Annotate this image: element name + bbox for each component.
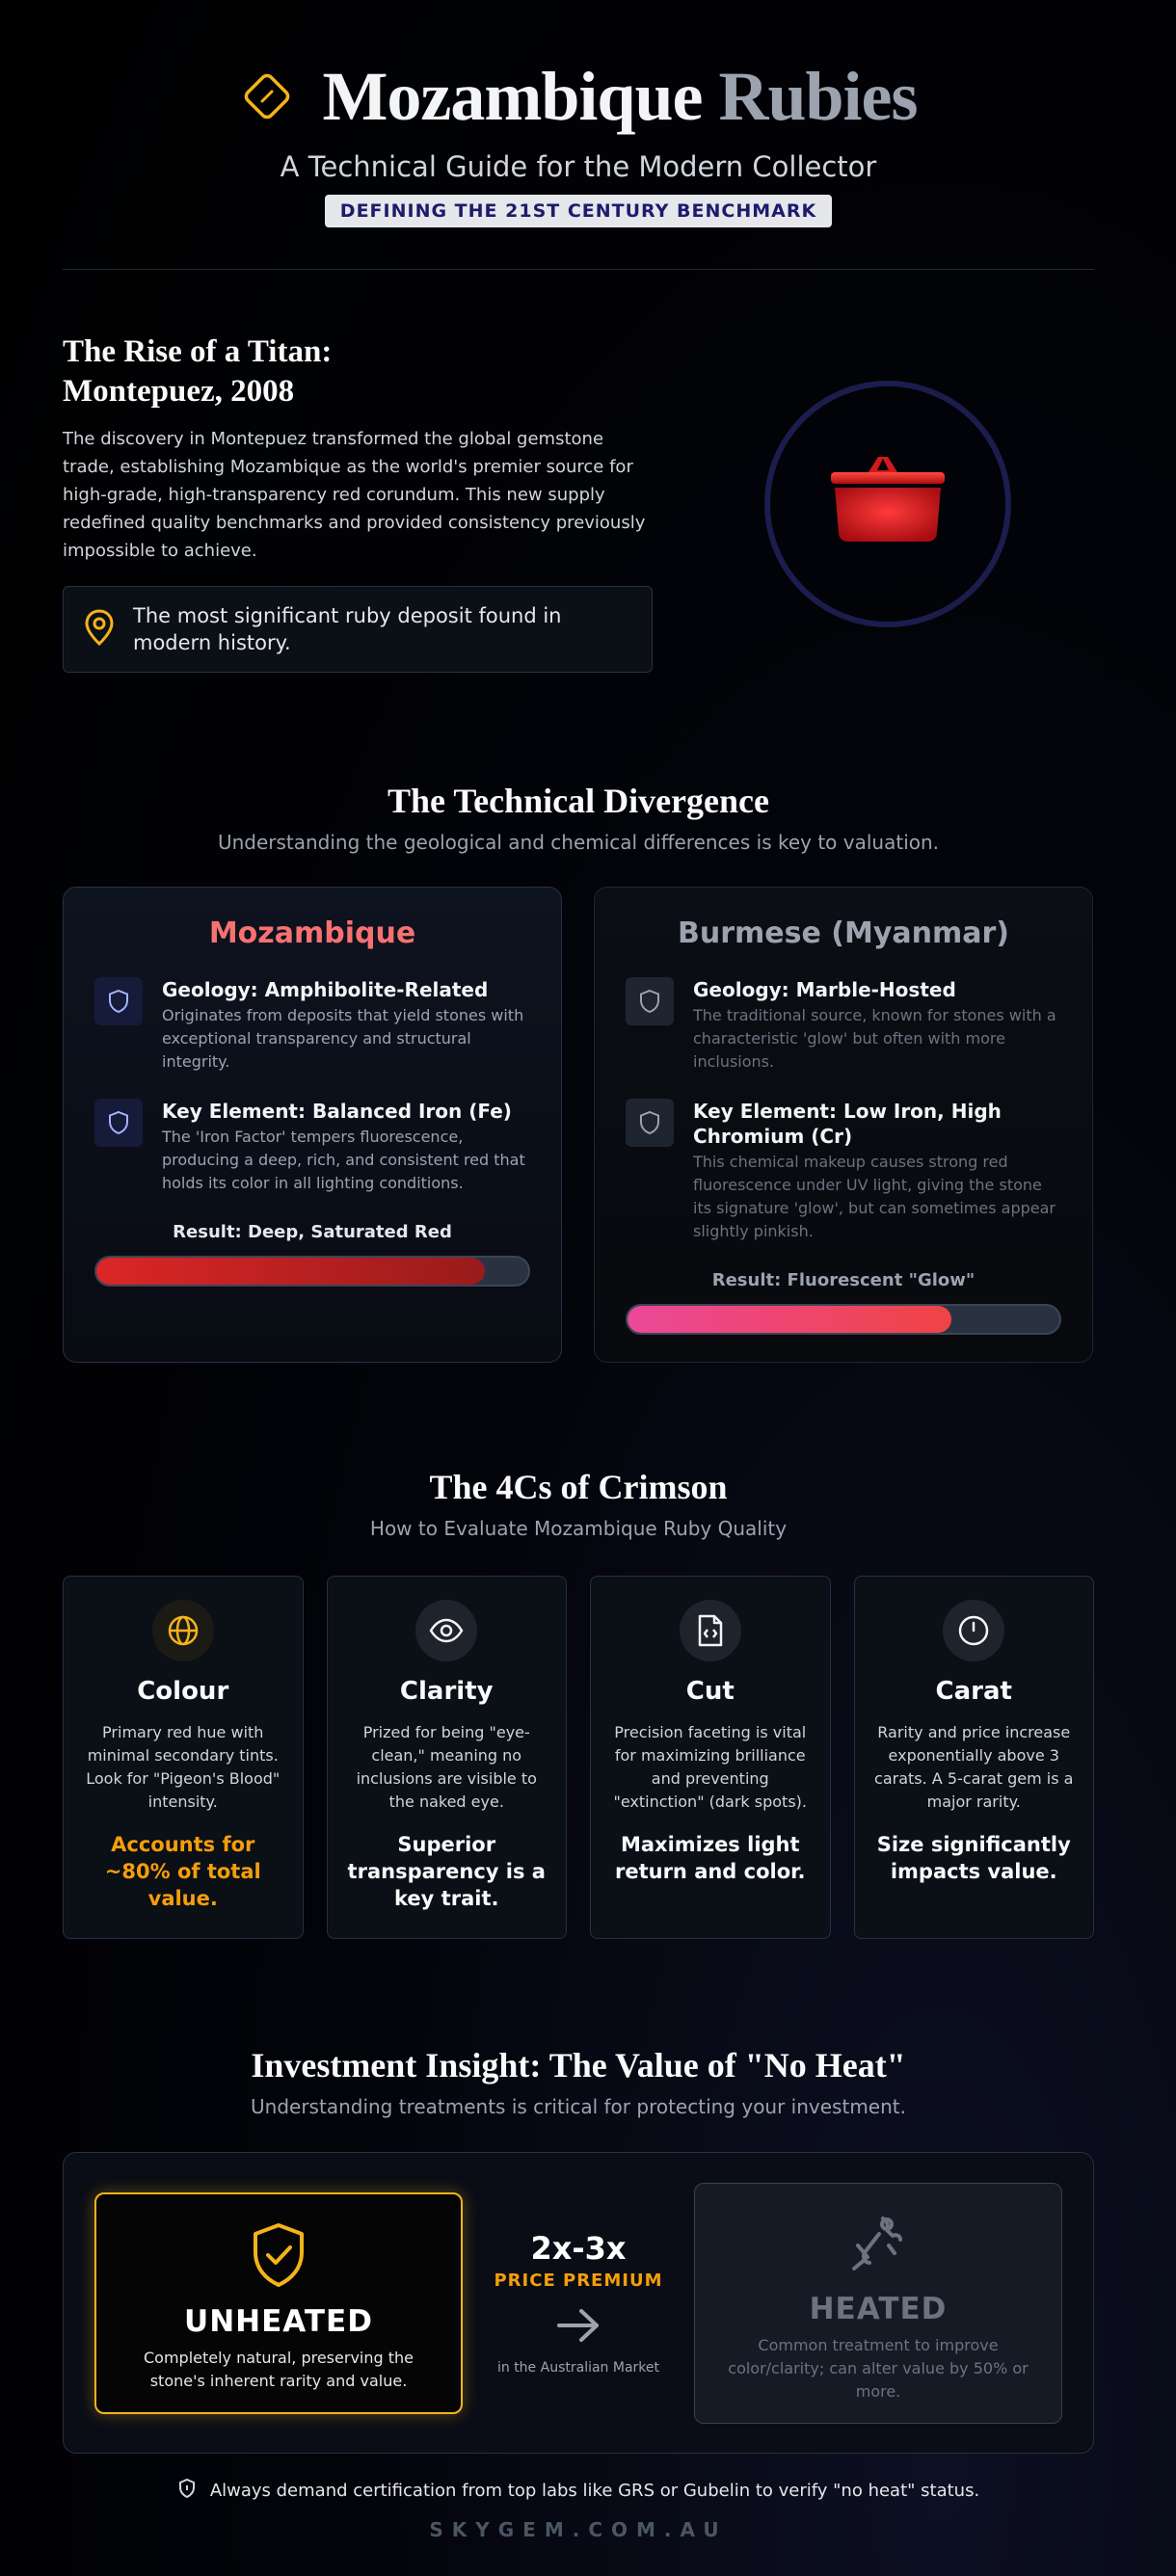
cut-card (590, 1576, 831, 1939)
card-body: Primary red hue with minimal secondary tints. Look for "Pigeon's Blood" intensity. (86, 1723, 281, 1811)
map-pin-icon (83, 608, 116, 651)
comparison-cards (63, 887, 1094, 1363)
card-title: Burmese (Myanmar) (677, 916, 1009, 950)
benchmark-badge: DEFINING THE 21ST CENTURY BENCHMARK (325, 195, 832, 227)
divergence-subtitle: Understanding the geological and chemical differences is key to valuation. (217, 831, 940, 854)
rise-title-line1: The Rise of a Titan: (63, 334, 333, 369)
feature-body: Originates from deposits that yield stones with exceptional transparency and structural integrity. (162, 1006, 524, 1071)
card-body: Precision faceting is vital for maximizing brilliance and preventing "extinction" (dark spots). (613, 1723, 807, 1811)
unheated-body: Completely natural, preserving the stone's inherent rarity and value. (143, 2348, 414, 2390)
certification-text: Always demand certification from top labs like GRS or Gubelin to verify "no heat" status. (209, 2481, 980, 2501)
feature-body: The traditional source, known for stones with a characteristic 'glow' but often with more inclusions. (693, 1006, 1056, 1071)
four-cs-header (63, 1467, 1094, 1540)
card-title: Clarity (399, 1677, 494, 1706)
premium-value: 2x-3x (530, 2230, 627, 2267)
four-cs-subtitle: How to Evaluate Mozambique Ruby Quality (369, 1517, 788, 1540)
feature-body: The 'Iron Factor' tempers fluorescence, producing a deep, rich, and consistent red that holds its color in all lighting conditions. (162, 1128, 525, 1192)
four-cs-title: The 4Cs of Crimson (429, 1468, 728, 1506)
shield-icon (94, 977, 143, 1025)
rise-body: The discovery in Montepuez transformed the global gemstone trade, establishing Mozambique as the world's premier source for high-grade, high-transparency red corundum. This new supply redefined quality benchmarks and provided consistency previously impossible to achieve. (63, 429, 646, 561)
feature-heading: Geology: Marble-Hosted (693, 978, 956, 1001)
result-label: Result: Deep, Saturated Red (173, 1222, 452, 1242)
flame-tool-icon (844, 2262, 912, 2280)
red-gem-icon (825, 449, 950, 559)
color-bar (626, 1304, 1061, 1335)
card-highlight: Size significantly impacts value. (876, 1833, 1071, 1883)
ruby-illustration (764, 381, 1011, 627)
divergence-header (63, 781, 1094, 854)
feature-geology (94, 977, 530, 1074)
burmese-card (594, 887, 1093, 1363)
shield-icon (94, 1099, 143, 1147)
header (63, 58, 1094, 227)
deposit-callout (63, 586, 653, 673)
shield-icon (626, 1099, 674, 1147)
card-title: Mozambique (208, 916, 416, 950)
card-title: Cut (685, 1677, 735, 1706)
feature-key-element (626, 1099, 1061, 1243)
heated-body: Common treatment to improve color/clarity; can alter value by 50% or more. (728, 2335, 1029, 2401)
card-title: Colour (137, 1677, 229, 1706)
arrow-right-icon (482, 2306, 675, 2349)
color-bar-fill (628, 1306, 951, 1333)
certification-note (63, 2478, 1094, 2504)
unheated-card (94, 2192, 463, 2414)
premium-note: in the Australian Market (496, 2360, 659, 2376)
card-highlight: Accounts for ~80% of total value. (104, 1833, 261, 1910)
four-cs-cards (63, 1576, 1094, 1939)
site-link[interactable]: SKYGEM.COM.AU (429, 2518, 728, 2541)
heated-title: HEATED (809, 2291, 948, 2326)
rise-title-line2: Montepuez, 2008 (63, 374, 295, 409)
callout-text: The most significant ruby deposit found in modern history. (133, 604, 562, 654)
feature-body: This chemical makeup causes strong red fluorescence under UV light, giving the stone its signature 'glow', but can sometimes appear slightly pinkish. (693, 1153, 1056, 1240)
investment-header (63, 2045, 1094, 2118)
gauge-icon (943, 1600, 1004, 1661)
colour-card (63, 1576, 304, 1939)
globe-icon (152, 1600, 214, 1661)
investment-title: Investment Insight: The Value of "No Heat" (251, 2046, 906, 2085)
page-title (322, 57, 917, 137)
header-divider (63, 269, 1094, 270)
page-subtitle: A Technical Guide for the Modern Collector (280, 150, 877, 183)
carat-card (854, 1576, 1095, 1939)
clarity-card (327, 1576, 568, 1939)
card-body: Rarity and price increase exponentially above 3 carats. A 5-carat gem is a major rarity. (874, 1723, 1074, 1811)
mozambique-card (63, 887, 562, 1363)
premium-label: PRICE PREMIUM (494, 2271, 663, 2291)
feature-heading: Key Element: Low Iron, High Chromium (Cr) (693, 1100, 1002, 1148)
investment-panel (63, 2152, 1094, 2454)
title-row (63, 58, 1094, 135)
investment-subtitle: Understanding treatments is critical for protecting your investment. (251, 2095, 906, 2118)
heated-card (694, 2183, 1062, 2424)
feature-heading: Geology: Amphibolite-Related (162, 978, 489, 1001)
color-bar-fill (96, 1258, 485, 1285)
shield-check-icon (250, 2274, 307, 2293)
title-word-1: Mozambique (322, 57, 703, 135)
feature-key-element (94, 1099, 530, 1195)
feature-heading: Key Element: Balanced Iron (Fe) (162, 1100, 512, 1123)
feature-geology (626, 977, 1061, 1074)
file-code-icon (680, 1600, 741, 1661)
price-premium (482, 2230, 675, 2376)
result-label: Result: Fluorescent "Glow" (711, 1270, 976, 1290)
title-word-2: Rubies (718, 57, 918, 135)
card-body: Prized for being "eye-clean," meaning no inclusions are visible to the naked eye. (356, 1723, 537, 1811)
eye-icon (415, 1600, 477, 1661)
card-highlight: Superior transparency is a key trait. (347, 1833, 546, 1910)
divergence-title: The Technical Divergence (388, 782, 769, 820)
card-highlight: Maximizes light return and color. (614, 1833, 806, 1883)
unheated-title: UNHEATED (184, 2303, 373, 2339)
color-bar (94, 1256, 530, 1287)
card-title: Carat (935, 1677, 1012, 1706)
rise-section (63, 332, 1094, 679)
gem-diamond-icon (239, 68, 295, 124)
shield-icon (626, 977, 674, 1025)
shield-icon (177, 2478, 197, 2504)
